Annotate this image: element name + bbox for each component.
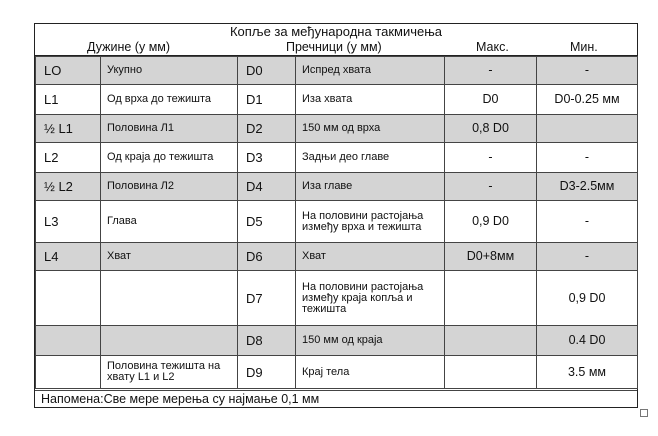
- footnote: Напомена:Све мере мерења су најмање 0,1 мм: [35, 390, 637, 407]
- table-row: [36, 201, 638, 243]
- diameter-desc: Хват: [296, 243, 445, 271]
- length-id: [36, 271, 101, 326]
- length-desc: Половина Л2: [101, 173, 238, 201]
- diameter-desc: Иза главе: [296, 173, 445, 201]
- max-value: 0,9 D0: [445, 201, 537, 243]
- diameter-desc: Иза хвата: [296, 85, 445, 115]
- diameter-desc: На половини растојања између врха и тежишта: [296, 201, 445, 243]
- length-id: [36, 326, 101, 356]
- length-id: L4: [36, 243, 101, 271]
- length-desc: Глава: [101, 201, 238, 243]
- header-diameters: Пречници (у мм): [286, 40, 382, 54]
- min-value: D0-0.25 мм: [537, 85, 638, 115]
- diameter-desc: Крај тела: [296, 356, 445, 389]
- javelin-spec-table: [34, 23, 638, 408]
- resize-handle-icon[interactable]: [640, 409, 648, 417]
- diameter-id: D6: [238, 243, 296, 271]
- length-id: L3: [36, 201, 101, 243]
- diameter-id: D4: [238, 173, 296, 201]
- min-value: -: [537, 201, 638, 243]
- diameter-id: D2: [238, 115, 296, 143]
- max-value: -: [445, 57, 537, 85]
- length-desc: Од краја до тежишта: [101, 143, 238, 173]
- min-value: D3-2.5мм: [537, 173, 638, 201]
- diameter-id: D7: [238, 271, 296, 326]
- table-row: [36, 356, 638, 389]
- length-desc: Хват: [101, 243, 238, 271]
- length-desc: Укупно: [101, 57, 238, 85]
- max-value: D0: [445, 85, 537, 115]
- length-desc: [101, 271, 238, 326]
- header-lengths: Дужине (у мм): [87, 40, 171, 54]
- header-min: Мин.: [570, 40, 598, 54]
- max-value: -: [445, 173, 537, 201]
- column-headers: [35, 39, 637, 56]
- table-row: [36, 271, 638, 326]
- table-row: [36, 326, 638, 356]
- min-value: -: [537, 57, 638, 85]
- header-max: Макс.: [476, 40, 509, 54]
- table-title: Копље за међународна такмичења: [229, 24, 443, 39]
- max-value: [445, 271, 537, 326]
- max-value: 0,8 D0: [445, 115, 537, 143]
- min-value: 3.5 мм: [537, 356, 638, 389]
- diameter-id: D0: [238, 57, 296, 85]
- diameter-id: D1: [238, 85, 296, 115]
- table-row: [36, 143, 638, 173]
- length-desc: Од врха до тежишта: [101, 85, 238, 115]
- min-value: 0,9 D0: [537, 271, 638, 326]
- length-id: LO: [36, 57, 101, 85]
- max-value: [445, 326, 537, 356]
- diameter-id: D9: [238, 356, 296, 389]
- diameter-desc: 150 мм од краја: [296, 326, 445, 356]
- length-id: L2: [36, 143, 101, 173]
- length-desc: [101, 326, 238, 356]
- min-value: -: [537, 243, 638, 271]
- table-row: [36, 85, 638, 115]
- diameter-desc: 150 мм од врха: [296, 115, 445, 143]
- length-id: ½ L2: [36, 173, 101, 201]
- diameter-id: D8: [238, 326, 296, 356]
- diameter-desc: На половини растојања између краја копља и тежишта: [296, 271, 445, 326]
- max-value: [445, 356, 537, 389]
- length-id: L1: [36, 85, 101, 115]
- table-row: [36, 243, 638, 271]
- diameter-id: D3: [238, 143, 296, 173]
- max-value: -: [445, 143, 537, 173]
- length-desc: Половина тежишта на хвату L1 и L2: [101, 356, 238, 389]
- table-row: [36, 115, 638, 143]
- diameter-id: D5: [238, 201, 296, 243]
- diameter-desc: Испред хвата: [296, 57, 445, 85]
- min-value: -: [537, 143, 638, 173]
- min-value: [537, 115, 638, 143]
- table-row: [36, 173, 638, 201]
- table-row: [36, 57, 638, 85]
- length-id: ½ L1: [36, 115, 101, 143]
- length-desc: Половина Л1: [101, 115, 238, 143]
- length-id: [36, 356, 101, 389]
- max-value: D0+8мм: [445, 243, 537, 271]
- diameter-desc: Задњи део главе: [296, 143, 445, 173]
- spec-grid: [35, 56, 638, 389]
- min-value: 0.4 D0: [537, 326, 638, 356]
